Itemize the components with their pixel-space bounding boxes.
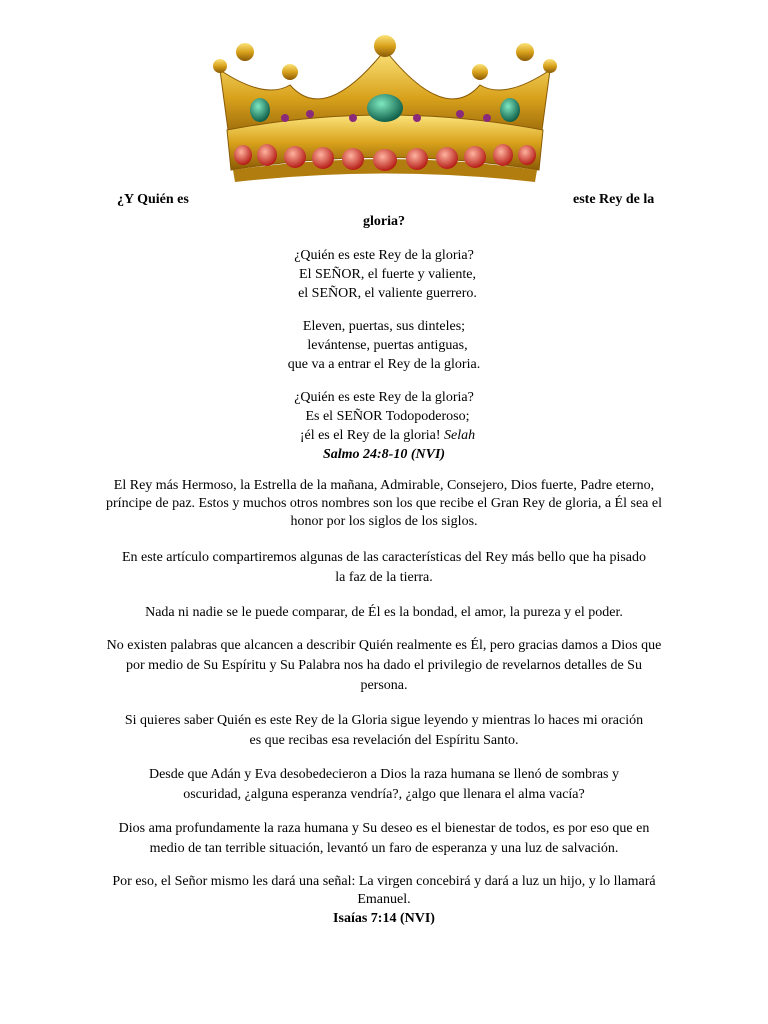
title-right: este Rey de la [573,192,655,207]
selah: Selah [444,428,476,443]
poem-stanza-2 [0,317,768,374]
scripture-reference: Salmo 24:8-10 (NVI) [322,447,446,462]
title-left: ¿Y Quién es [117,192,189,207]
paragraph: Si quieres saber Quién es este Rey de la Gloria sigue leyendo y mientras lo haces mi oración es que recibas esa revelación del Espíritu Santo. [124,713,644,748]
poem-line-text: ¡él es el Rey de la gloria! [292,428,441,443]
paragraph: Desde que Adán y Eva desobedecieron a Dios la raza humana se llenó de sombras y oscuridad, ¿alguna esperanza vendría?, ¿algo que llenara el alma vacía? [148,767,619,802]
paragraph: Dios ama profundamente la raza humana y Su deseo es el bienestar de todos, es por eso que en medio de tan terrible situación, levantó un faro de esperanza y una luz de salvación. [118,821,650,856]
poem-line: ¿Quién es este Rey de la gloria? [294,390,474,405]
poem-line: ¿Quién es este Rey de la gloria? [294,248,474,263]
paragraph: El Rey más Hermoso, la Estrella de la mañana, Admirable, Consejero, Dios fuerte, Padre eterno, príncipe de paz. Estos y muchos otros nombres son los que recibe el Gran Rey de gloria, a Él sea el honor por los siglos de los siglos. [106,478,662,529]
crown-image [205,30,565,190]
poem-line: Eleven, puertas, sus dinteles; [302,319,466,334]
poem-line: levántense, puertas antiguas, [300,338,468,353]
poem-line [0,426,768,445]
scripture-reference: Isaías 7:14 (NVI) [333,911,435,926]
poem-line: El SEÑOR, el fuerte y valiente, [292,267,476,282]
paragraph: Nada ni nadie se le puede comparar, de Él es la bondad, el amor, la pureza y el poder. [145,605,623,620]
title-continuation: gloria? [363,214,405,229]
paragraph: Por eso, el Señor mismo les dará una señal: La virgen concebirá y dará a luz un hijo, y lo llamará Emanuel. [112,874,656,907]
poem-stanza-1 [0,246,768,303]
poem-line: que va a entrar el Rey de la gloria. [287,357,481,372]
paragraph: No existen palabras que alcancen a describir Quién realmente es Él, pero gracias damos a Dios que por medio de Su Espíritu y Su Palabra nos ha dado el privilegio de revelarnos detalles de Su persona. [106,638,662,693]
paragraph: En este artículo compartiremos algunas de las características del Rey más bello que ha pisado la faz de la tierra. [121,550,647,585]
poem-line: Es el SEÑOR Todopoderoso; [298,409,470,424]
poem-stanza-3 [0,388,768,464]
poem-line: el SEÑOR, el valiente guerrero. [291,286,477,301]
